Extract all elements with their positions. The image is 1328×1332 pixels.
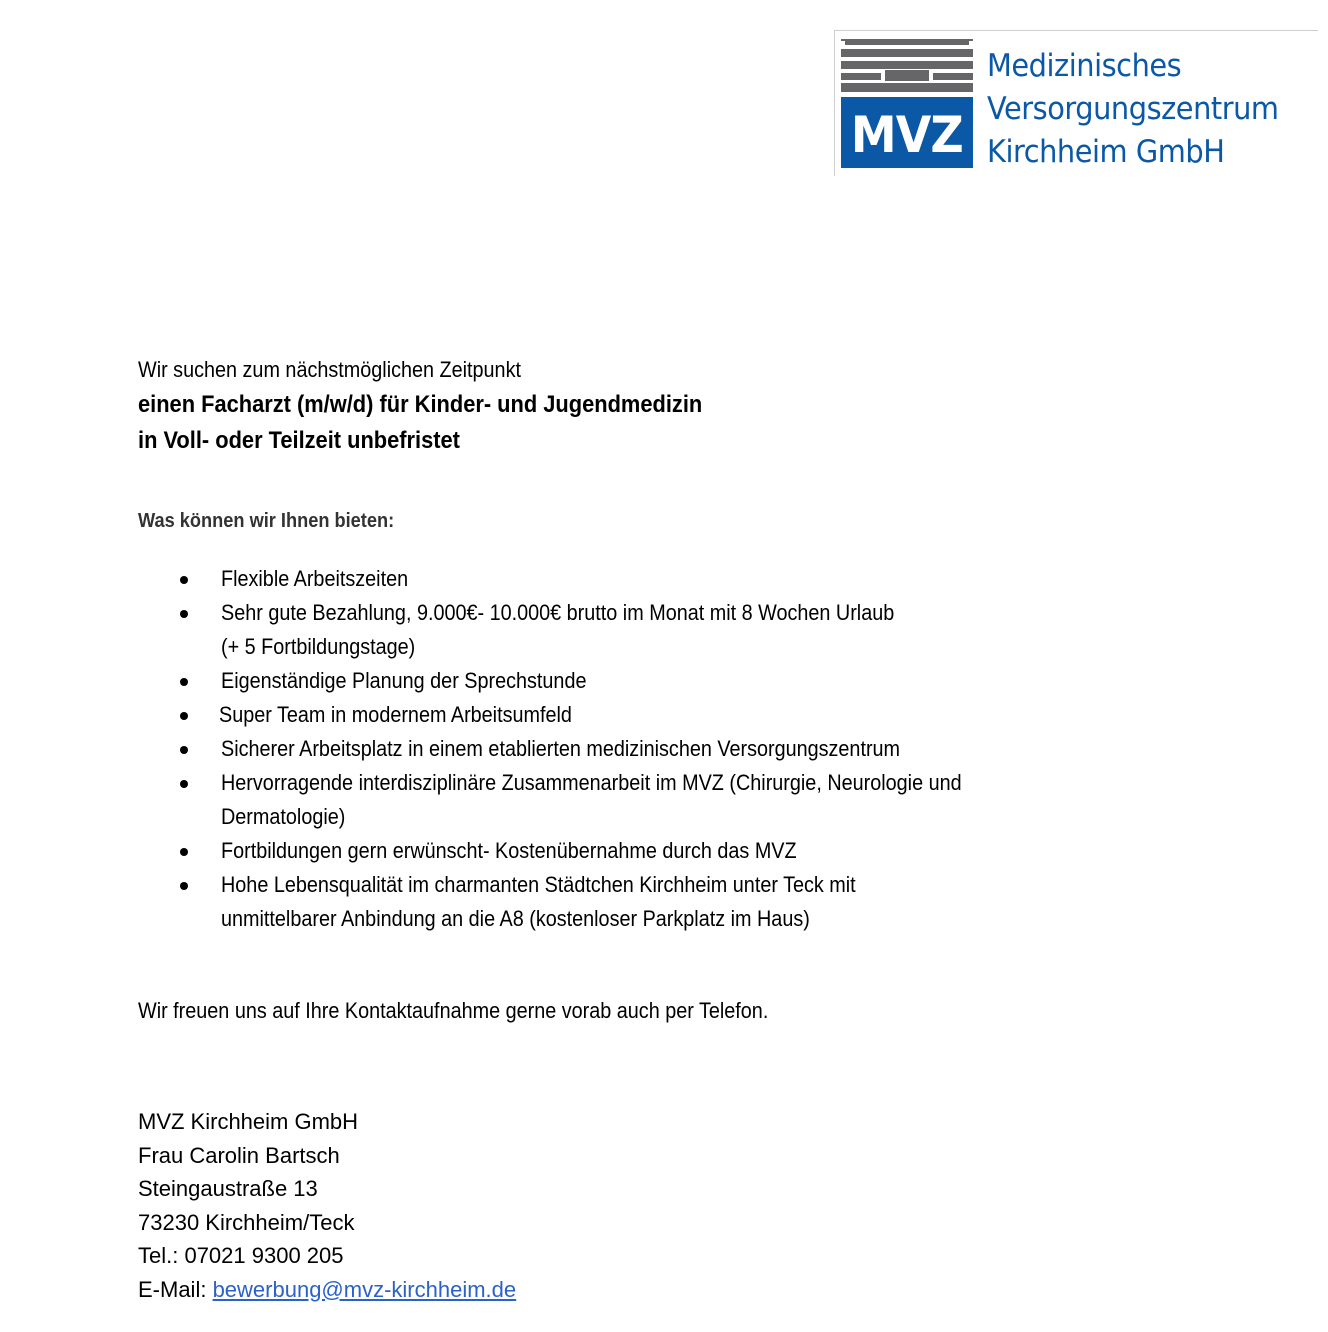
benefit-item <box>138 596 1044 664</box>
logo-line-3: Kirchheim GmbH <box>987 134 1225 170</box>
logo-mvz-block <box>841 97 973 168</box>
logo-bar-left <box>841 73 881 80</box>
logo-mark-icon <box>841 39 973 169</box>
benefit-text: Super Team in modernem Arbeitsumfeld <box>219 702 572 727</box>
contact-block <box>138 1105 516 1306</box>
benefit-text-continued: Dermatologie) <box>221 804 346 829</box>
contact-person: Frau Carolin Bartsch <box>138 1142 340 1168</box>
email-link[interactable]: bewerbung@mvz-kirchheim.de <box>212 1276 517 1302</box>
logo-bar <box>841 61 973 69</box>
benefit-item <box>138 868 1044 936</box>
contact-email-label: E-Mail: <box>138 1276 213 1302</box>
benefit-item <box>138 562 1044 596</box>
logo-mvz-text: MVZ <box>851 105 963 164</box>
contact-phone: Tel.: 07021 9300 205 <box>138 1243 344 1268</box>
job-headline-line-1: einen Facharzt (m/w/d) für Kinder- und Jugendmedizin <box>138 391 703 418</box>
benefit-item <box>138 664 1044 698</box>
logo-wordmark <box>987 45 1279 174</box>
benefit-item <box>138 766 1044 834</box>
logo-bar-center <box>885 70 929 81</box>
logo-rail-body <box>845 41 969 45</box>
bullet-icon <box>180 678 188 686</box>
benefit-text: Eigenständige Planung der Sprechstunde <box>221 668 587 693</box>
contact-email-row <box>138 1273 516 1307</box>
bullet-icon <box>180 746 188 754</box>
contact-city: 73230 Kirchheim/Teck <box>138 1209 355 1235</box>
benefit-text: Fortbildungen gern erwünscht- Kostenübernahme durch das MVZ <box>221 838 797 863</box>
contact-street: Steingaustraße 13 <box>138 1176 318 1201</box>
job-headline-line-2: in Voll- oder Teilzeit unbefristet <box>138 427 460 454</box>
benefit-text-continued: (+ 5 Fortbildungstage) <box>221 634 416 659</box>
benefit-text: Hohe Lebensqualität im charmanten Städtchen Kirchheim unter Teck mit <box>221 872 856 897</box>
benefit-text: Sicherer Arbeitsplatz in einem etablierten medizinischen Versorgungszentrum <box>221 736 901 761</box>
bullet-icon <box>180 610 188 618</box>
benefit-text: Flexible Arbeitszeiten <box>221 566 409 591</box>
benefit-text: Hervorragende interdisziplinäre Zusammenarbeit im MVZ (Chirurgie, Neurologie und <box>221 770 962 795</box>
bullet-icon <box>180 848 188 856</box>
intro-text: Wir suchen zum nächstmöglichen Zeitpunkt <box>138 357 521 382</box>
company-logo <box>834 30 1318 176</box>
benefits-list <box>138 562 1044 936</box>
logo-bar <box>841 49 973 57</box>
logo-bar <box>841 83 973 92</box>
bullet-icon <box>180 712 188 720</box>
benefit-item <box>138 834 1044 868</box>
closing-text: Wir freuen uns auf Ihre Kontaktaufnahme gerne vorab auch per Telefon. <box>138 998 769 1023</box>
logo-line-2: Versorgungszentrum <box>987 91 1279 127</box>
benefit-text: Sehr gute Bezahlung, 9.000€- 10.000€ brutto im Monat mit 8 Wochen Urlaub <box>221 600 895 625</box>
contact-company: MVZ Kirchheim GmbH <box>138 1109 359 1134</box>
bullet-icon <box>180 882 188 890</box>
benefit-item <box>138 732 1044 766</box>
job-headline <box>138 387 702 459</box>
benefit-item <box>138 698 1044 732</box>
logo-bar-right <box>933 73 973 80</box>
benefit-text-continued: unmittelbarer Anbindung an die A8 (kostenloser Parkplatz im Haus) <box>221 906 810 931</box>
offer-heading: Was können wir Ihnen bieten: <box>138 510 395 532</box>
bullet-icon <box>180 576 188 584</box>
bullet-icon <box>180 780 188 788</box>
logo-line-1: Medizinisches <box>987 48 1182 84</box>
